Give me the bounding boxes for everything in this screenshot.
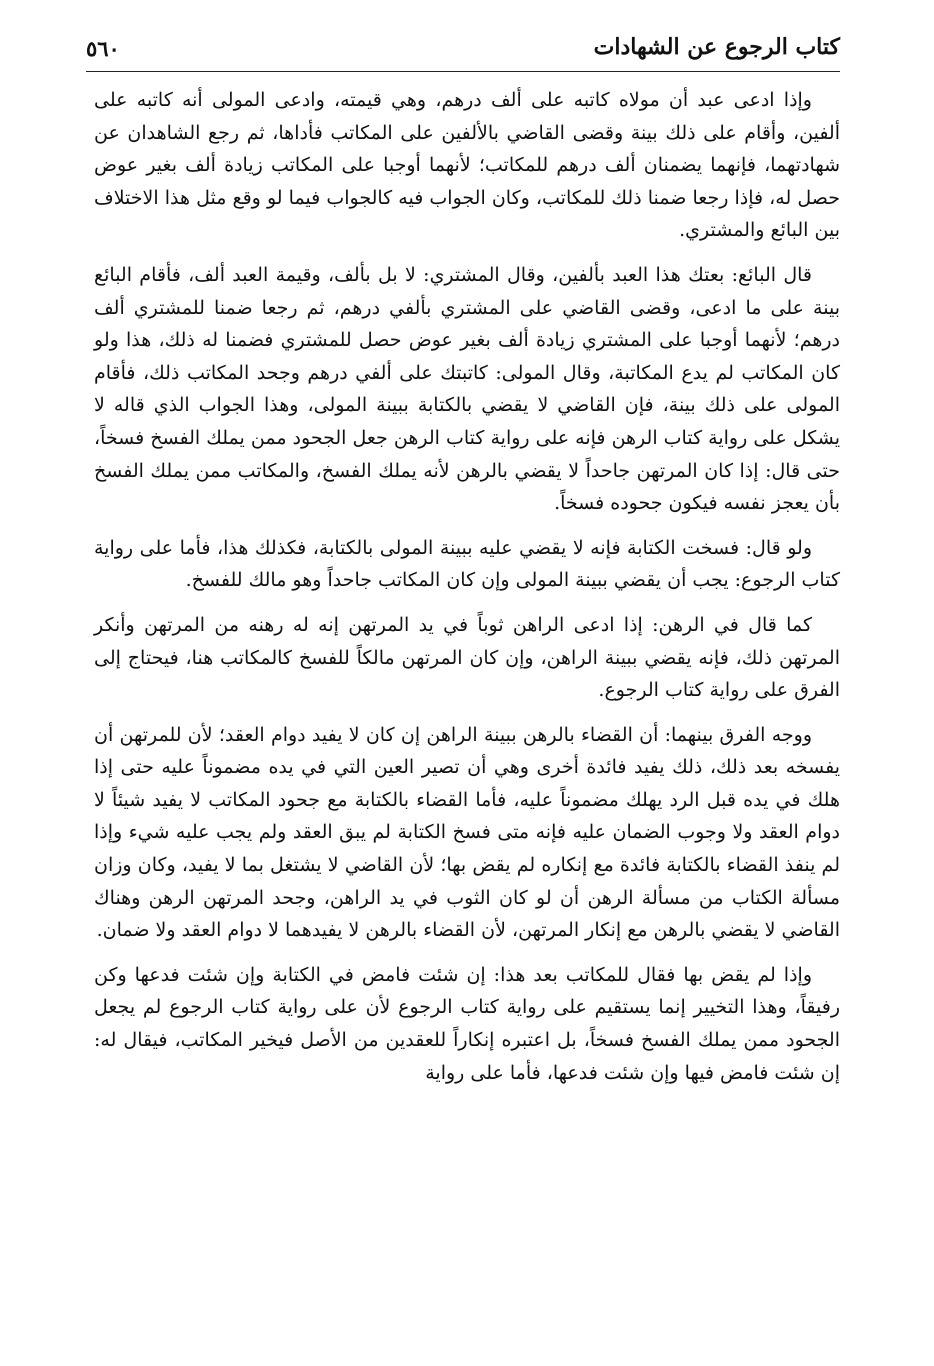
paragraph: وإذا لم يقض بها فقال للمكاتب بعد هذا: إن شئت فامض في الكتابة وإن شئت فدعها وكن رفيقاً، وهذا التخيير إنما يستقيم على رواية كتاب الرجوع لأن على رواية كتاب الرجوع لم يجعل الجحود ممن يملك الفسخ فسخاً، بل اعتبره إنكاراً للعقدين من الأصل فيخير المكاتب، فيقال له: إن شئت فامض فيها وإن شئت فدعها، فأما على رواية bbox=[94, 963, 840, 1084]
page-body bbox=[94, 84, 840, 1354]
page-number: ٥٦٠ bbox=[86, 36, 120, 61]
paragraph: كما قال في الرهن: إذا ادعى الراهن ثوباً في يد المرتهن إنه له رهنه من المرتهن وأنكر المرتهن ذلك، فإنه يقضي ببينة الراهن، وإن كان المرتهن مالكاً للفسخ كالمكاتب هنا، فيحتاج إلى الفرق على رواية كتاب الرجوع. bbox=[94, 613, 840, 702]
paragraph: وإذا ادعى عبد أن مولاه كاتبه على ألف درهم، وهي قيمته، وادعى المولى أنه كاتبه على ألفين، وأقام على ذلك بينة وقضى القاضي بالألفين على المكاتب فأداها، ثم رجع الشاهدان عن شهادتهما، فإنهما يضمنان ألف درهم للمكاتب؛ لأنهما أوجبا على المكاتب زيادة ألف بغير عوض حصل له، فإذا رجعا ضمنا ذلك للمكاتب، وكان الجواب فيه كالجواب فيما لو وقع مثل هذا الاختلاف بين البائع والمشتري. bbox=[94, 89, 840, 242]
page-header bbox=[86, 30, 840, 70]
paragraph: ولو قال: فسخت الكتابة فإنه لا يقضي عليه ببينة المولى بالكتابة، فكذلك هذا، فأما على رواية كتاب الرجوع: يجب أن يقضي ببينة المولى وإن كان المكاتب جاحداً وهو مالك للفسخ. bbox=[94, 536, 840, 592]
running-title: كتاب الرجوع عن الشهادات bbox=[593, 34, 840, 60]
paragraph: ووجه الفرق بينهما: أن القضاء بالرهن ببينة الراهن إن كان لا يفيد دوام العقد؛ لأن للمرتهن أن يفسخه بعد ذلك، ذلك يفيد فائدة أخرى وهي أن تصير العين التي في يده مضموناً عليه حتى إذا هلك في يده قبل الرد يهلك مضموناً عليه، فأما القضاء بالكتابة مع جحود المكاتب لا يفيد شيئاً لا دوام العقد ولا وجوب الضمان عليه فإنه متى فسخ الكتابة لم يبق العقد ولم يجب عليه شيء وإذا لم ينفذ القضاء بالكتابة فائدة مع إنكاره لم يقض بها؛ لأن القاضي لا يشتغل بما لا يفيد، وكان وزان مسألة الكتاب من مسألة الرهن أن لو كان الثوب في يد الراهن، وجحد المرتهن الرهن وهناك القاضي لا يقضي بالرهن مع إنكار المرتهن، لأن القضاء بالرهن لا يفيدهما لا دوام العقد ولا ضمان. bbox=[94, 723, 840, 942]
header-divider bbox=[86, 71, 840, 72]
paragraph: قال البائع: بعتك هذا العبد بألفين، وقال المشتري: لا بل بألف، وقيمة العبد ألف، فأقام البائع بينة على ما ادعى، وقضى القاضي على المشتري بألفي درهم، ثم رجعا ضمنا للمشتري ألف درهم؛ لأنهما أوجبا على المشتري زيادة ألف بغير عوض حصل للمشتري فضمنا له ذلك، هذا ولو كان المكاتب لم يدع المكاتبة، وقال المولى: كاتبتك على ألفي درهم وجحد المكاتب ذلك، فأقام المولى على ذلك بينة، فإن القاضي لا يقضي بالكتابة ببينة المولى، وهذا الجواب الذي قاله لا يشكل على رواية كتاب الرهن فإنه على رواية كتاب الرهن جعل الجحود ممن يملك الفسخ فسخاً، حتى قال: إذا كان المرتهن جاحداً لا يقضي بالرهن لأنه يملك الفسخ، والمكاتب ممن يملك الفسخ بأن يعجز نفسه فيكون جحوده فسخاً. bbox=[94, 263, 840, 515]
